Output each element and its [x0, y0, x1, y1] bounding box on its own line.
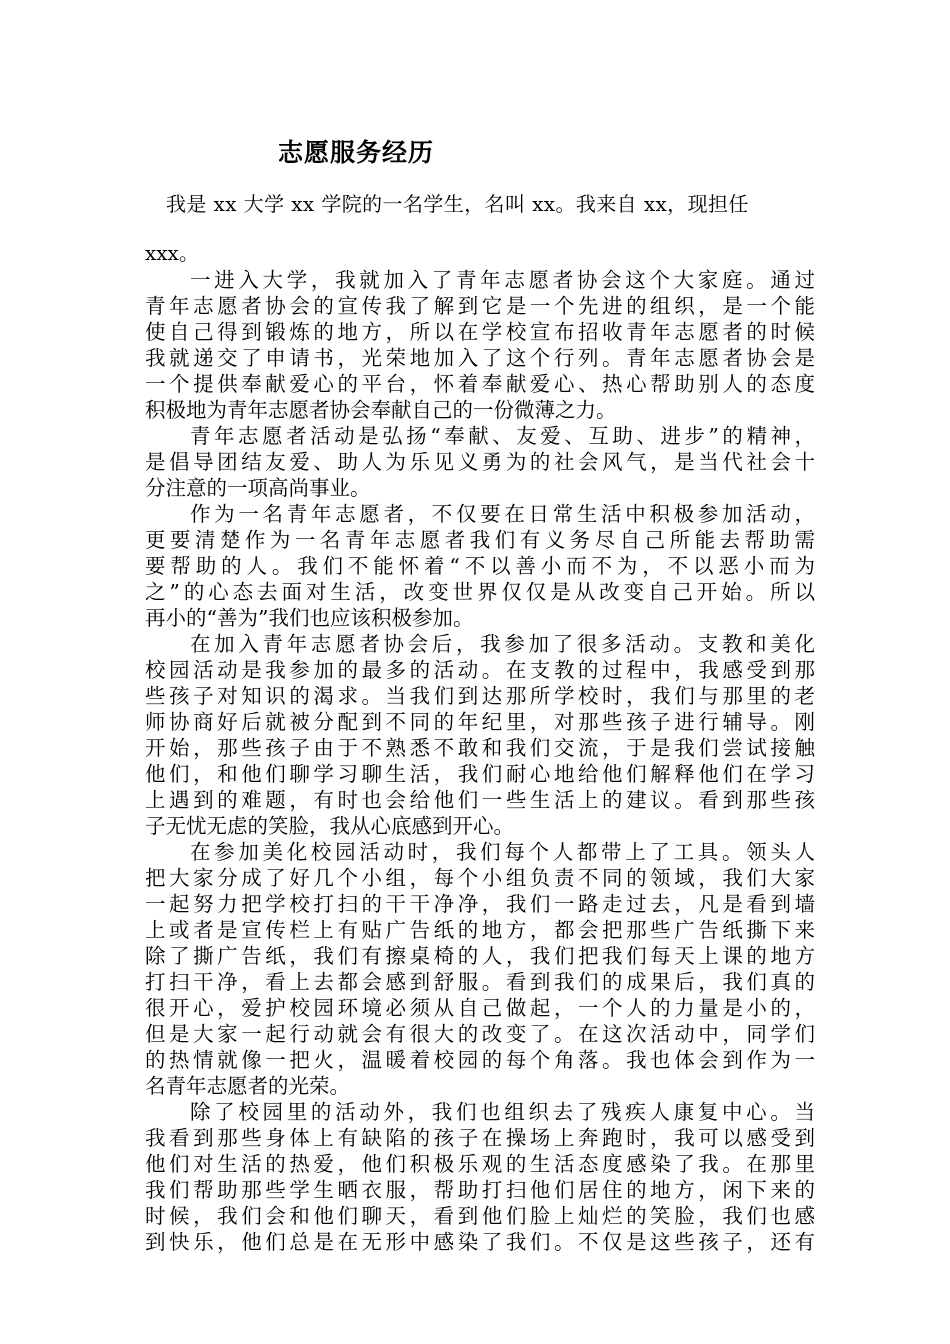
body-line: 校园活动是我参加的最多的活动。在支教的过程中，我感受到那: [145, 658, 815, 682]
body-line: 在加入青年志愿者协会后，我参加了很多活动。支教和美化: [190, 632, 815, 656]
body-line: 青年志愿者活动是弘扬“奉献、友爱、互助、进步”的精神，: [190, 424, 815, 448]
body-line: 师协商好后就被分配到不同的年纪里，对那些孩子进行辅导。刚: [145, 710, 815, 734]
body-line: 我看到那些身体上有缺陷的孩子在操场上奔跑时，我可以感受到: [145, 1126, 815, 1150]
body-line: 的热情就像一把火，温暖着校园的每个角落。我也体会到作为一: [145, 1048, 815, 1072]
body-line: 名青年志愿者的光荣。: [145, 1074, 350, 1098]
body-line: 子无忧无虑的笑脸，我从心底感到开心。: [145, 814, 514, 838]
body-line: 青年志愿者协会的宣传我了解到它是一个先进的组织，是一个能: [145, 294, 815, 318]
body-line: 作为一名青年志愿者，不仅要在日常生活中积极参加活动，: [190, 502, 815, 526]
body-line: 再小的“善为”我们也应该积极参加。: [145, 606, 474, 630]
body-line: 是倡导团结友爱、助人为乐见义勇为的社会风气，是当代社会十: [145, 450, 815, 474]
body-line: 除了撕广告纸，我们有擦桌椅的人，我们把我们每天上课的地方: [145, 944, 815, 968]
body-line: 上或者是宣传栏上有贴广告纸的地方，都会把那些广告纸撕下来: [145, 918, 815, 942]
document-title: 志愿服务经历: [278, 138, 435, 167]
body-line: 到快乐，他们总是在无形中感染了我们。不仅是这些孩子，还有: [145, 1230, 815, 1254]
body-line: 很开心，爱护校园环境必须从自己做起，一个人的力量是小的，: [145, 996, 815, 1020]
body-line: 一起努力把学校打扫的干干净净，我们一路走过去，凡是看到墙: [145, 892, 815, 916]
body-line: 我就递交了申请书，光荣地加入了这个行列。青年志愿者协会是: [145, 346, 815, 370]
body-line: 他们对生活的热爱，他们积极乐观的生活态度感染了我。在那里: [145, 1152, 815, 1176]
intro-line-1: 我是 xx 大学 xx 学院的一名学生，名叫 xx。我来自 xx，现担任: [166, 192, 749, 216]
body-line: 一进入大学，我就加入了青年志愿者协会这个大家庭。通过: [190, 268, 815, 292]
body-line: 他们，和他们聊学习聊生活，我们耐心地给他们解释他们在学习: [145, 762, 815, 786]
body-line: 但是大家一起行动就会有很大的改变了。在这次活动中，同学们: [145, 1022, 815, 1046]
body-line: 在参加美化校园活动时，我们每个人都带上了工具。领头人: [190, 840, 815, 864]
body-line: 更要清楚作为一名青年志愿者我们有义务尽自己所能去帮助需: [145, 528, 815, 552]
body-line: 之”的心态去面对生活，改变世界仅仅是从改变自己开始。所以: [145, 580, 815, 604]
body-line: 把大家分成了好几个小组，每个小组负责不同的领域，我们大家: [145, 866, 815, 890]
body-line: 除了校园里的活动外，我们也组织去了残疾人康复中心。当: [190, 1100, 815, 1124]
document-body: [145, 267, 815, 1255]
body-line: 积极地为青年志愿者协会奉献自己的一份微薄之力。: [145, 398, 617, 422]
body-line: 要帮助的人。我们不能怀着“不以善小而不为，不以恶小而为: [145, 554, 815, 578]
body-line: 一个提供奉献爱心的平台，怀着奉献爱心、热心帮助别人的态度: [145, 372, 815, 396]
body-line: 打扫干净，看上去都会感到舒服。看到我们的成果后，我们真的: [145, 970, 815, 994]
intro-line-2: xxx。: [145, 241, 199, 265]
body-line: 开始，那些孩子由于不熟悉不敢和我们交流，于是我们尝试接触: [145, 736, 815, 760]
body-line: 上遇到的难题，有时也会给他们一些生活上的建议。看到那些孩: [145, 788, 815, 812]
body-line: 我们帮助那些学生晒衣服，帮助打扫他们居住的地方，闲下来的: [145, 1178, 815, 1202]
body-line: 使自己得到锻炼的地方，所以在学校宣布招收青年志愿者的时候: [145, 320, 815, 344]
body-line: 分注意的一项高尚事业。: [145, 476, 371, 500]
body-line: 时候，我们会和他们聊天，看到他们脸上灿烂的笑脸，我们也感: [145, 1204, 815, 1228]
body-line: 些孩子对知识的渴求。当我们到达那所学校时，我们与那里的老: [145, 684, 815, 708]
